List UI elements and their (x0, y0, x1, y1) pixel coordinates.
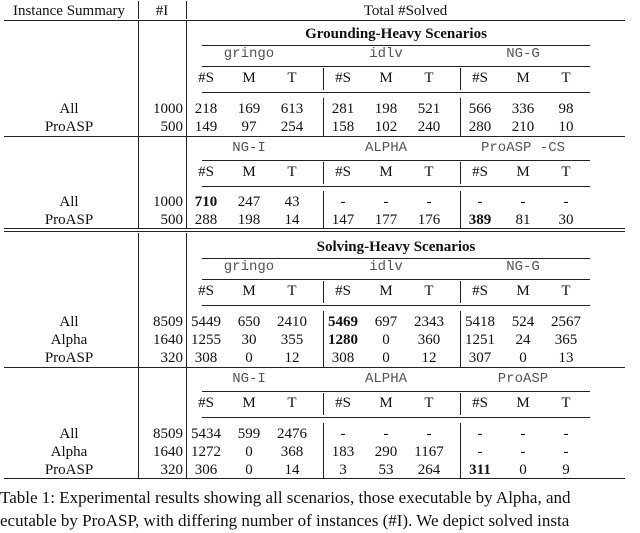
subcolumn-header: T (424, 395, 434, 411)
subcolumn-header: M (516, 283, 530, 299)
cell-value: 183 (331, 444, 355, 460)
subcolumn-header: M (516, 70, 530, 86)
subcolumn-header: T (287, 283, 297, 299)
subcolumn-header: M (242, 70, 256, 86)
row-instances: 1000 (153, 194, 183, 210)
column-divider (323, 311, 324, 367)
row-divider (202, 391, 590, 392)
cell-value: 308 (194, 350, 218, 366)
system-name: NG-G (506, 259, 540, 275)
cell-value: 24 (515, 332, 531, 348)
cell-value: 158 (331, 119, 355, 135)
row-label: All (59, 101, 79, 117)
column-divider (460, 281, 461, 303)
header-total-solved: Total #Solved (363, 3, 448, 19)
cell-value: - (340, 426, 346, 442)
row-instances: 1000 (153, 101, 183, 117)
cell-value: 0 (519, 462, 527, 478)
cell-value: - (426, 426, 432, 442)
cell-value: - (426, 194, 432, 210)
row-label: All (59, 426, 79, 442)
cell-value: 10 (558, 119, 574, 135)
row-divider (4, 367, 625, 368)
cell-value: 524 (511, 314, 535, 330)
cell-value: 521 (417, 101, 441, 117)
row-divider (202, 186, 590, 187)
system-name: ProASP (497, 371, 549, 387)
subcolumn-header: M (516, 395, 530, 411)
row-divider (202, 417, 590, 418)
subcolumn-header: M (379, 283, 393, 299)
row-instances: 1640 (153, 444, 183, 460)
system-name: NG-G (506, 46, 540, 62)
cell-value: 2410 (277, 314, 307, 330)
cell-value: - (477, 194, 483, 210)
subcolumn-header: T (424, 70, 434, 86)
row-instances: 320 (160, 462, 183, 478)
cell-value: 0 (382, 332, 390, 348)
cell-value: 264 (417, 462, 441, 478)
subcolumn-header: #S (335, 70, 351, 86)
cell-value: 30 (241, 332, 257, 348)
cell-value: 697 (374, 314, 398, 330)
subcolumn-header: T (561, 70, 571, 86)
subcolumn-header: M (516, 164, 530, 180)
row-label: ProASP (44, 462, 94, 478)
subcolumn-header: T (424, 164, 434, 180)
row-instances: 1640 (153, 332, 183, 348)
column-divider (323, 68, 324, 90)
cell-value: - (477, 444, 483, 460)
subcolumn-header: #S (335, 283, 351, 299)
cell-value: 169 (237, 101, 261, 117)
row-divider (202, 305, 590, 306)
cell-value: 306 (194, 462, 218, 478)
cell-value: - (340, 194, 346, 210)
cell-value: 1251 (465, 332, 495, 348)
column-divider (460, 191, 461, 229)
row-divider (202, 160, 590, 161)
cell-value: 389 (468, 212, 492, 228)
column-divider (460, 68, 461, 90)
subcolumn-header: #S (472, 164, 488, 180)
cell-value: 102 (374, 119, 398, 135)
cell-value: 599 (237, 426, 261, 442)
system-name: NG-I (232, 371, 266, 387)
table-caption-line-1: Table 1: Experimental results showing all scenarios, those executable by Alpha, and (0, 488, 571, 507)
subcolumn-header: M (379, 395, 393, 411)
cell-value: 176 (417, 212, 441, 228)
header-num-instances: #I (155, 3, 169, 19)
cell-value: - (563, 194, 569, 210)
subcolumn-header: M (379, 164, 393, 180)
cell-value: 5449 (191, 314, 221, 330)
cell-value: 290 (374, 444, 398, 460)
cell-value: 12 (421, 350, 437, 366)
cell-value: 98 (558, 101, 574, 117)
column-divider (460, 393, 461, 415)
row-instances: 500 (160, 212, 183, 228)
cell-value: 14 (284, 212, 300, 228)
cell-value: 97 (241, 119, 257, 135)
cell-value: 210 (511, 119, 535, 135)
row-divider (4, 231, 625, 232)
cell-value: - (563, 426, 569, 442)
cell-value: 336 (511, 101, 535, 117)
row-instances: 500 (160, 119, 183, 135)
cell-value: 281 (331, 101, 355, 117)
cell-value: 43 (284, 194, 300, 210)
subcolumn-header: T (287, 395, 297, 411)
subcolumn-header: #S (198, 283, 214, 299)
system-name: ALPHA (364, 371, 407, 387)
cell-value: 14 (284, 462, 300, 478)
subcolumn-header: M (242, 283, 256, 299)
cell-value: 2567 (551, 314, 581, 330)
cell-value: - (383, 426, 389, 442)
row-label: All (59, 194, 79, 210)
subcolumn-header: M (379, 70, 393, 86)
row-label: Alpha (50, 332, 88, 348)
column-divider (460, 311, 461, 367)
cell-value: 1272 (191, 444, 221, 460)
column-divider (323, 98, 324, 136)
cell-value: 1280 (328, 332, 358, 348)
column-divider (460, 98, 461, 136)
column-divider (186, 1, 187, 19)
system-name: gringo (223, 46, 275, 62)
row-instances: 320 (160, 350, 183, 366)
row-divider (4, 228, 625, 229)
subcolumn-header: #S (198, 164, 214, 180)
cell-value: 0 (382, 350, 390, 366)
cell-value: 650 (237, 314, 261, 330)
cell-value: - (520, 444, 526, 460)
cell-value: - (520, 194, 526, 210)
row-instances: 8509 (153, 426, 183, 442)
row-label: ProASP (44, 119, 94, 135)
system-name: NG-I (232, 140, 266, 156)
subcolumn-header: #S (198, 70, 214, 86)
column-divider (323, 191, 324, 229)
row-divider (202, 66, 590, 67)
subcolumn-header: T (424, 283, 434, 299)
cell-value: 81 (515, 212, 531, 228)
subcolumn-header: T (561, 164, 571, 180)
column-divider (460, 162, 461, 184)
cell-value: 288 (194, 212, 218, 228)
row-label: Alpha (50, 444, 88, 460)
cell-value: 247 (237, 194, 261, 210)
column-divider (323, 162, 324, 184)
cell-value: 198 (374, 101, 398, 117)
cell-value: 710 (194, 194, 218, 210)
cell-value: 5469 (328, 314, 358, 330)
cell-value: 53 (378, 462, 394, 478)
subcolumn-header: M (242, 395, 256, 411)
subcolumn-header: T (287, 164, 297, 180)
subcolumn-header: M (242, 164, 256, 180)
system-name: ALPHA (364, 140, 407, 156)
cell-value: 360 (417, 332, 441, 348)
row-instances: 8509 (153, 314, 183, 330)
system-name: ProASP -CS (480, 140, 565, 156)
subcolumn-header: #S (472, 70, 488, 86)
system-name: idlv (369, 259, 403, 275)
cell-value: 613 (280, 101, 304, 117)
cell-value: 0 (245, 444, 253, 460)
column-divider (323, 423, 324, 479)
cell-value: 12 (284, 350, 300, 366)
cell-value: 311 (469, 462, 491, 478)
subcolumn-header: #S (472, 283, 488, 299)
row-divider (202, 92, 590, 93)
subcolumn-header: T (287, 70, 297, 86)
cell-value: 5434 (191, 426, 221, 442)
section-title: Grounding-Heavy Scenarios (305, 26, 487, 42)
cell-value: 355 (280, 332, 304, 348)
cell-value: 147 (331, 212, 355, 228)
cell-value: 2476 (277, 426, 307, 442)
cell-value: 198 (237, 212, 261, 228)
cell-value: 218 (194, 101, 218, 117)
cell-value: 30 (558, 212, 574, 228)
cell-value: 1255 (191, 332, 221, 348)
cell-value: 365 (554, 332, 578, 348)
row-label: ProASP (44, 212, 94, 228)
cell-value: 177 (374, 212, 398, 228)
cell-value: 280 (468, 119, 492, 135)
cell-value: 307 (468, 350, 492, 366)
cell-value: 308 (331, 350, 355, 366)
cell-value: - (563, 444, 569, 460)
cell-value: 0 (245, 350, 253, 366)
row-divider (4, 478, 625, 479)
row-label: ProASP (44, 350, 94, 366)
column-divider (138, 1, 139, 19)
cell-value: 254 (280, 119, 304, 135)
subcolumn-header: #S (335, 395, 351, 411)
cell-value: 0 (519, 350, 527, 366)
row-divider (4, 136, 625, 137)
subcolumn-header: #S (335, 164, 351, 180)
cell-value: 240 (417, 119, 441, 135)
cell-value: 149 (194, 119, 218, 135)
column-divider (323, 393, 324, 415)
cell-value: 1167 (414, 444, 444, 460)
section-title: Solving-Heavy Scenarios (316, 239, 476, 255)
cell-value: 2343 (414, 314, 444, 330)
system-name: gringo (223, 259, 275, 275)
column-divider (460, 423, 461, 479)
cell-value: 566 (468, 101, 492, 117)
column-divider (323, 281, 324, 303)
cell-value: 0 (245, 462, 253, 478)
cell-value: - (520, 426, 526, 442)
cell-value: 368 (280, 444, 304, 460)
cell-value: 5418 (465, 314, 495, 330)
subcolumn-header: T (561, 395, 571, 411)
header-instance-summary: Instance Summary (12, 3, 126, 19)
subcolumn-header: #S (198, 395, 214, 411)
cell-value: 3 (339, 462, 347, 478)
cell-value: 13 (558, 350, 574, 366)
row-divider (4, 20, 625, 21)
cell-value: - (477, 426, 483, 442)
system-name: idlv (369, 46, 403, 62)
subcolumn-header: T (561, 283, 571, 299)
cell-value: 9 (562, 462, 570, 478)
cell-value: - (383, 194, 389, 210)
row-label: All (59, 314, 79, 330)
subcolumn-header: #S (472, 395, 488, 411)
row-divider (202, 279, 590, 280)
table-caption-line-2: ecutable by ProASP, with differing number of instances (#I). We depict solved insta (0, 511, 570, 530)
